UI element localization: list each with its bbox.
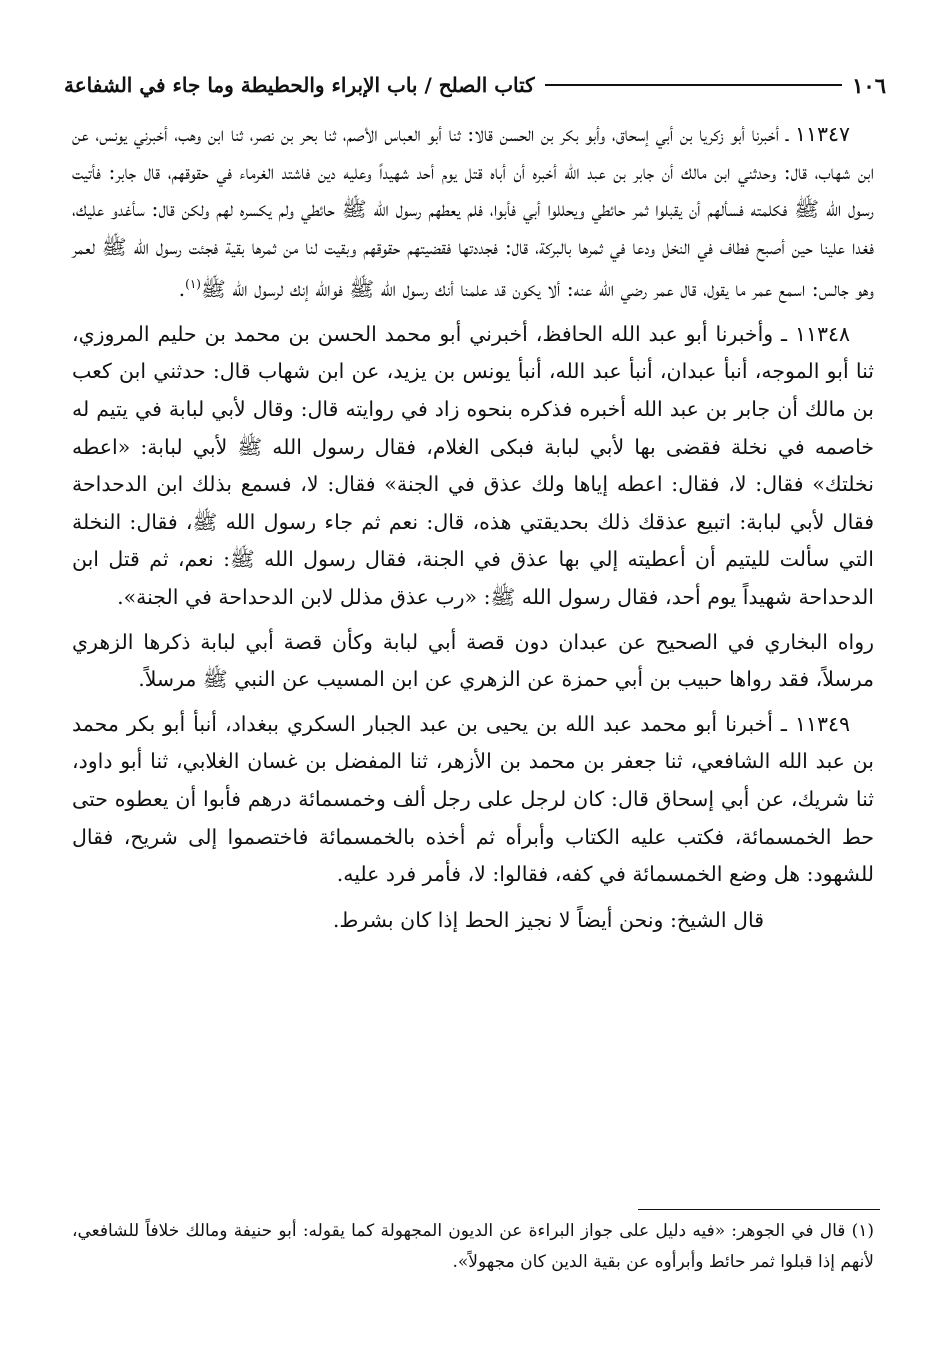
hadith-11349: ١١٣٤٩ ـ أخبرنا أبو محمد عبد الله بن يحيى بن عبد الجبار السكري ببغداد، أنبأ أبو بكر محمد بن عبد الله الشافعي، ثنا جعفر بن محمد بن الأزهر، ثنا المفضل بن غسان الغلابي، ثنا أبو داود، ثنا شريك، عن أبي إسحاق قال: كان لرجل على رجل ألف وخمسمائة درهم فأبوا أن يعطوه حتى حط الخمسمائة، فكتب عليه الكتاب وأبرأه ثم أخذه بالخمسمائة فاختصموا إلى شريح، فقال للشهود: هل وضع الخمسمائة في كفه، فقالوا: لا، فأمر فرد عليه.: [72, 711, 874, 887]
main-text: [72, 116, 874, 946]
shaykh-comment: قال الشيخ: ونحن أيضاً لا نجيز الحط إذا كان بشرط.: [332, 907, 764, 932]
header-rule: [545, 84, 842, 86]
running-header: [64, 68, 886, 102]
hadith-11347-end: .: [178, 277, 186, 302]
footnote-1: (١) قال في الجوهر: «فيه دليل على جواز البراءة عن الديون المجهولة كما يقوله: أبو حنيفة ومالك خلافاً للشافعي، لأنهم إذا قبلوا ثمر حائط وأبرأوه عن بقية الدين كان مجهولاً».: [72, 1221, 874, 1272]
hadith-11347-text: ١١٣٤٧ ـ أخبرنا أبو زكريا بن أبي إسحاق، وأبو بكر بن الحسن قالا: ثنا أبو العباس الأصم، ثنا بحر بن نصر، ثنا ابن وهب، أخبرني يونس، عن ابن شهاب، قال: وحدثني ابن مالك أن جابر بن عبد الله أخبره أن أباه قتل يوم أحد شهيداً وعليه دين فاشتد الغرماء في حقوقهم، قال جابر: فأتيت رسول الله ﷺ فكلمته فسألهم أن يقبلوا ثمر حائطي ويحللوا أبي فأبوا، فلم يعطهم رسول الله ﷺ حائطي ولم يكسره لهم ولكن قال: سأغدو عليك، فغدا علينا حين أصبح فطاف في النخل ودعا في ثمرها بالبركة، قال: فجددتها فقضيتهم حقوقهم وبقيت لنا من ثمرها بقية فجئت رسول الله ﷺ لعمر وهو جالس: اسمع عمر ما يقول، قال عمر رضي الله عنه: ألا يكون قد علمنا أنك رسول الله ﷺ فوالله إنك لرسول الله ﷺ: [72, 122, 874, 302]
hadith-11347: [72, 116, 874, 309]
footnotes: [72, 1216, 874, 1278]
footnote-reference: (١): [185, 277, 201, 292]
footnote-separator: [638, 1209, 880, 1210]
hadith-11348: ١١٣٤٨ ـ وأخبرنا أبو عبد الله الحافظ، أخبرني أبو محمد الحسن بن محمد بن حليم المروزي، ثنا أبو الموجه، أنبأ عبدان، أنبأ عبد الله، أنبأ يونس بن يزيد، عن ابن شهاب قال: حدثني ابن كعب بن مالك أن جابر بن عبد الله أخبره فذكره بنحوه زاد في روايته قال: وقال لأبي لبابة في يتيم له خاصمه في نخلة فقضى بها لأبي لبابة فبكى الغلام، فقال رسول الله ﷺ لأبي لبابة: «اعطه نخلتك» فقال: لا، فقال: اعطه إياها ولك عذق في الجنة» فقال: لا، فسمع بذلك ابن الدحداحة فقال لأبي لبابة: اتبيع عذقك ذلك بحديقتي هذه، قال: نعم ثم جاء رسول الله ﷺ، فقال: النخلة التي سألت لليتيم أن أعطيته إلي بها عذق في الجنة، فقال رسول الله ﷺ: نعم، ثم قتل ابن الدحداحة شهيداً يوم أحد، فقال رسول الله ﷺ: «رب عذق مذلل لابن الدحداحة في الجنة».: [72, 321, 874, 609]
page-number: ١٠٦: [852, 72, 886, 98]
running-title: كتاب الصلح / باب الإبراء والحطيطة وما جاء في الشفاعة: [64, 73, 535, 97]
bukhari-note: رواه البخاري في الصحيح عن عبدان دون قصة أبي لبابة وكأن قصة أبي لبابة ذكرها الزهري مرسلاً، فقد رواها حبيب بن أبي حمزة عن الزهري عن ابن المسيب عن النبي ﷺ مرسلاً.: [72, 629, 874, 692]
